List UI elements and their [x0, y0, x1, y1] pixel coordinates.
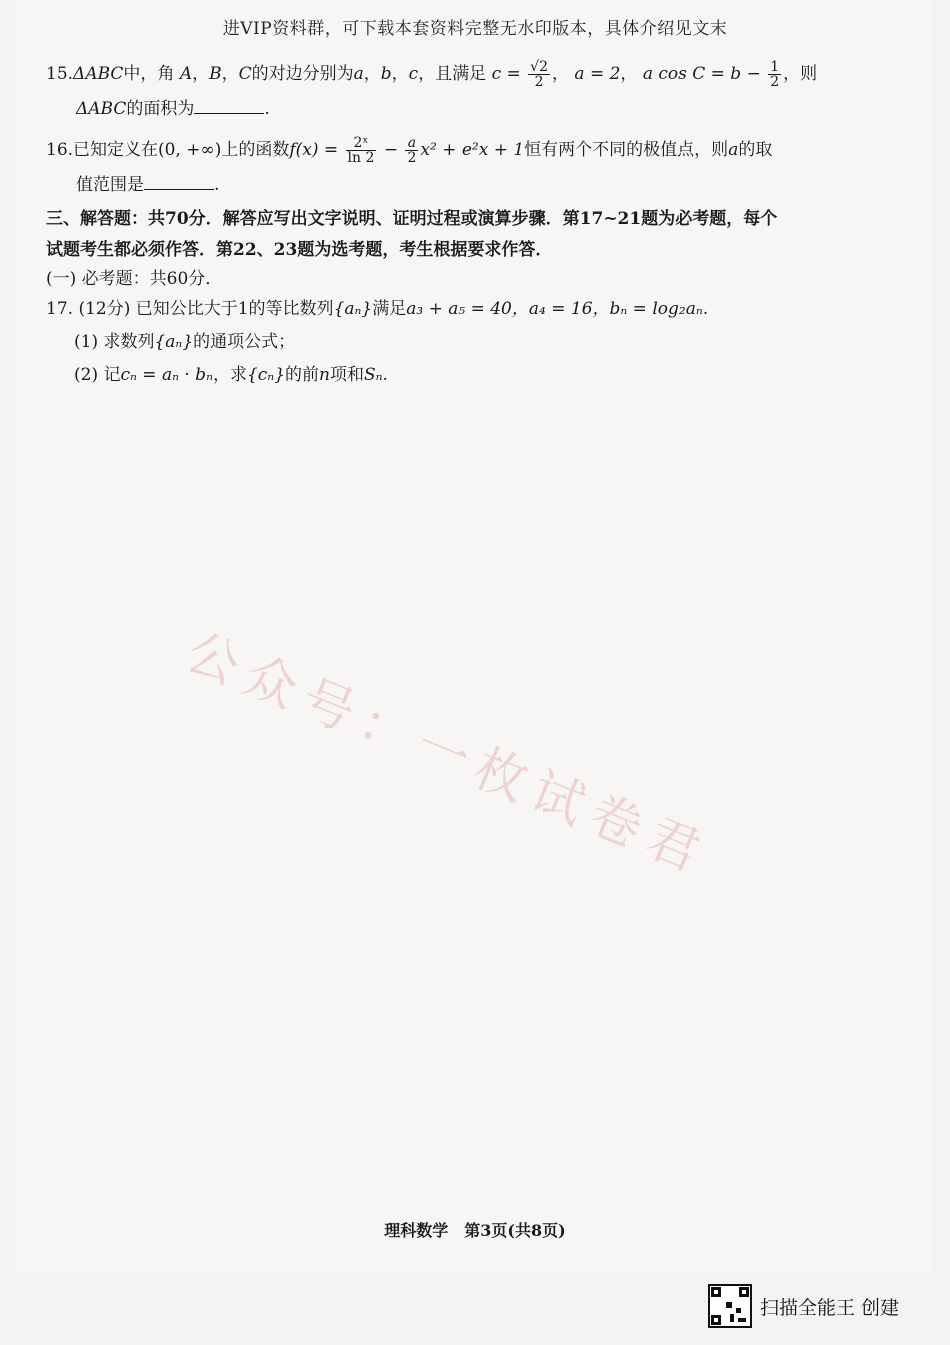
fraction-one-half: $\frac{1}{2}$ — [770, 59, 780, 90]
section-3-header-line-1: 三、解答题：共70分．解答应写出文字说明、证明过程或演算步骤．第17~21题为必考题，每个 — [46, 209, 778, 229]
question-17-stem: 17. (12分) 已知公比大于1的等比数列{aₙ}满足a₃ + a₅ = 40，a₄ = 16，bₙ = log₂aₙ. — [46, 299, 709, 319]
scanner-brand: 扫描全能王 创建 — [760, 1297, 900, 1319]
question-17-part-2: (2) 记cₙ = aₙ · bₙ，求{cₙ}的前n项和Sₙ. — [74, 365, 388, 385]
vip-banner: 进VIP资料群，可下载本套资料完整无水印版本，具体介绍见文末 — [222, 19, 728, 39]
question-15-line-2: ΔABC的面积为 . — [76, 99, 270, 119]
question-17-part-1: (1) 求数列{aₙ}的通项公式； — [74, 332, 296, 352]
answer-blank[interactable] — [144, 175, 214, 190]
section-3-header-line-2: 试题考生都必须作答．第22、23题为选考题，考生根据要求作答． — [46, 240, 553, 260]
page-footer: 理科数学 第3页(共8页) — [384, 1221, 566, 1240]
question-16-line-1: 16.已知定义在(0, +∞)上的函数f(x) = $\frac{\text{2ˣ}}{\ln 2}$ − $\frac{a}{2}$ x² + e²x + 1恒有两个不同的极值点，则a的取 — [46, 135, 773, 166]
answer-blank[interactable] — [194, 99, 264, 114]
qr-code-icon — [708, 1284, 752, 1328]
part-1-heading: (一) 必考题：共60分． — [46, 269, 223, 289]
fraction-a-over-2: $\frac{a}{2}$ — [407, 135, 417, 166]
question-number: 15. — [46, 64, 74, 84]
question-number: 16. — [46, 140, 74, 160]
fraction-sqrt2-over-2: $\frac{√2}{2}$ — [530, 59, 548, 90]
triangle-symbol: ΔABC — [73, 64, 124, 84]
fraction-2x-over-ln2: $\frac{\text{2ˣ}}{\ln 2}$ — [347, 135, 375, 166]
watermark-text: 公众号：一枚试卷君 — [177, 622, 718, 887]
question-15-line-1: 15.ΔABC中，角 A，B，C的对边分别为a，b，c，且满足 c = $\frac{√2}{2}$ ， a = 2， a cos C = b − $\frac{1}{2}$ ，则 — [46, 59, 818, 90]
question-16-line-2: 值范围是 . — [76, 175, 220, 195]
